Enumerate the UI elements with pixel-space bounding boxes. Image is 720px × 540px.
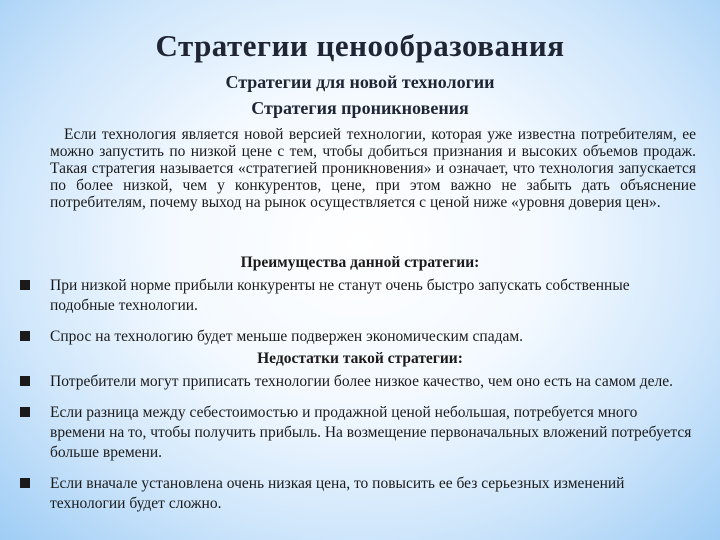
- list-item: [0, 276, 696, 316]
- square-bullet-icon: [20, 331, 30, 341]
- slide-title: Стратегии ценообразования: [155, 28, 565, 63]
- square-bullet-icon: [20, 407, 30, 417]
- list-item: [0, 403, 696, 463]
- square-bullet-icon: [20, 280, 30, 290]
- advantages-heading: Преимущества данной стратегии:: [240, 254, 480, 271]
- disadvantages-list: [0, 372, 720, 525]
- slide-subtitle-technology: Стратегии для новой технологии: [225, 72, 495, 92]
- disadvantages-heading: Недостатки такой стратегии:: [257, 350, 463, 367]
- slide-subtitle-penetration: Стратегия проникновения: [251, 98, 469, 118]
- list-item-text: Потребители могут приписать технологии более низкое качество, чем оно есть на самом деле.: [50, 373, 673, 390]
- square-bullet-icon: [20, 478, 30, 488]
- list-item-text: Спрос на технологию будет меньше подвержен экономическим спадам.: [50, 328, 524, 345]
- intro-paragraph: Если технология является новой версией технологии, которая уже известна потребителям, ее можно запустить по низкой цене с тем, чтобы добиться признания и высоких объемов продаж. Такая стратегия называется «стратегией проникновения» и означает, что технология запускается по более низкой, чем у конкурентов, цене, при этом важно не забыть дать объяснение потребителям, почему выход на рынок осуществляется с ценой ниже «уровня доверия цен».: [50, 126, 696, 211]
- list-item: [0, 372, 696, 392]
- list-item-text: Если разница между себестоимостью и продажной ценой небольшая, потребуется много времени на то, чтобы получить прибыль. На возмещение первоначальных вложений потребуется больше времени.: [50, 404, 692, 461]
- square-bullet-icon: [20, 376, 30, 386]
- list-item: [0, 474, 696, 514]
- list-item-text: Если вначале установлена очень низкая цена, то повысить ее без серьезных изменений технологии будет сложно.: [50, 475, 625, 512]
- advantages-list: [0, 276, 720, 358]
- list-item: [0, 327, 696, 347]
- list-item-text: При низкой норме прибыли конкуренты не станут очень быстро запускать собственные подобные технологии.: [50, 277, 630, 314]
